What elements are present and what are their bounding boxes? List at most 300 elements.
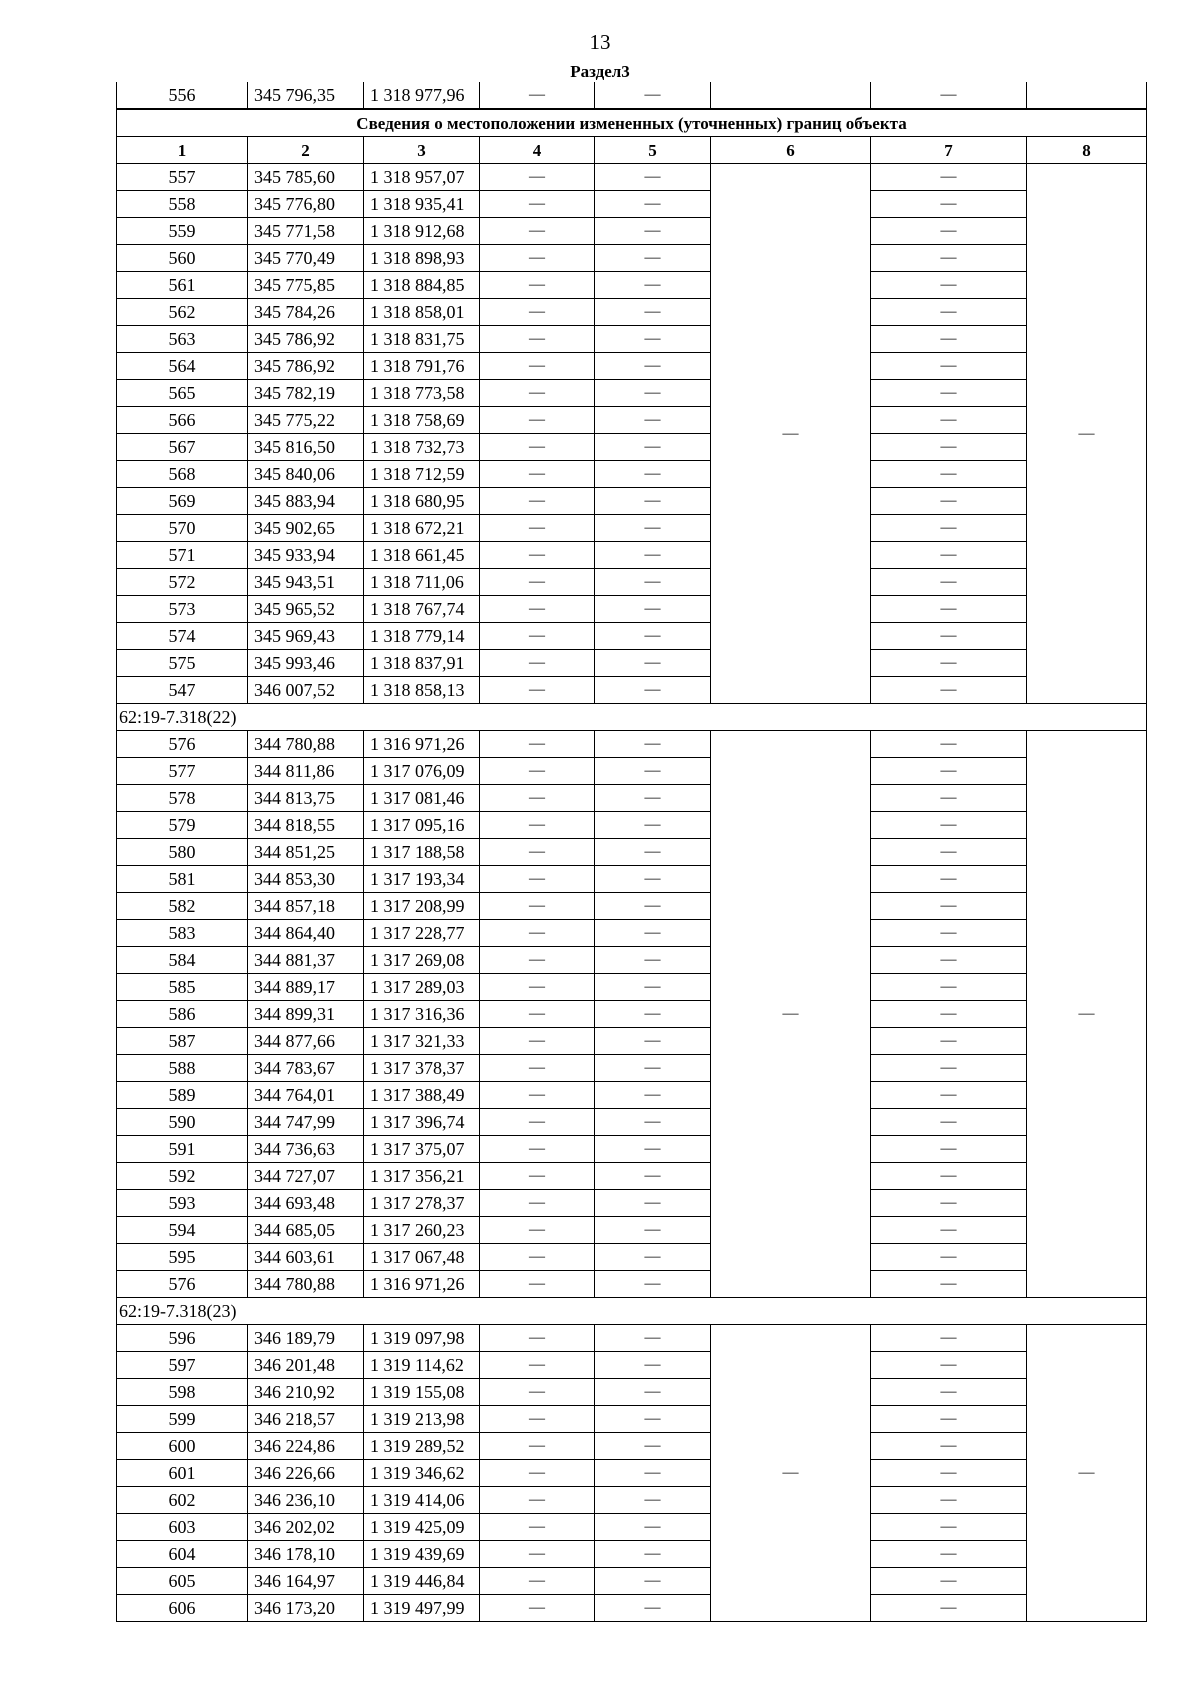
point-number-cell: 576 — [117, 731, 248, 758]
x-coordinate-cell: 346 226,66 — [248, 1460, 364, 1487]
point-number-cell: 600 — [117, 1433, 248, 1460]
column-number: 1 — [117, 137, 248, 164]
column-number: 7 — [871, 137, 1027, 164]
col7-dash-cell: — — [871, 1433, 1027, 1460]
coordinate-row — [117, 1352, 1147, 1379]
y-coordinate-cell: 1 317 316,36 — [364, 1001, 480, 1028]
x-coordinate-cell: 346 236,10 — [248, 1487, 364, 1514]
col5-dash-cell: — — [595, 1082, 711, 1109]
coordinate-row — [117, 974, 1147, 1001]
col4-dash-cell: — — [480, 515, 595, 542]
x-coordinate-cell: 344 685,05 — [248, 1217, 364, 1244]
col4-dash-cell: — — [480, 164, 595, 191]
coordinate-row — [117, 164, 1147, 191]
coordinate-row — [117, 272, 1147, 299]
coordinate-row — [117, 1433, 1147, 1460]
point-number-cell: 587 — [117, 1028, 248, 1055]
col7-dash-cell: — — [871, 299, 1027, 326]
point-number-cell: 603 — [117, 1514, 248, 1541]
col5-dash-cell: — — [595, 1244, 711, 1271]
x-coordinate-cell: 344 877,66 — [248, 1028, 364, 1055]
x-coordinate-cell: 346 224,86 — [248, 1433, 364, 1460]
x-coordinate-cell: 346 173,20 — [248, 1595, 364, 1622]
coordinate-row — [117, 1325, 1147, 1352]
coordinate-row — [117, 866, 1147, 893]
x-coordinate-cell: 346 210,92 — [248, 1379, 364, 1406]
col4-dash-cell: — — [480, 1163, 595, 1190]
y-coordinate-cell: 1 317 260,23 — [364, 1217, 480, 1244]
col8-merged-dash-cell: — — [1027, 731, 1147, 1298]
col7-dash-cell: — — [871, 326, 1027, 353]
col4-dash-cell: — — [480, 1028, 595, 1055]
col4-dash-cell: — — [480, 866, 595, 893]
coordinate-row — [117, 623, 1147, 650]
col7-dash-cell: — — [871, 893, 1027, 920]
y-coordinate-cell: 1 318 898,93 — [364, 245, 480, 272]
object-group-label: 62:19-7.318(23) — [117, 1298, 1147, 1325]
point-number-cell: 574 — [117, 623, 248, 650]
point-number-cell: 591 — [117, 1136, 248, 1163]
coordinate-row — [117, 1487, 1147, 1514]
col7-dash-cell: — — [871, 1001, 1027, 1028]
col7-dash-cell: — — [871, 1163, 1027, 1190]
col4-dash-cell: — — [480, 947, 595, 974]
point-number-cell: 559 — [117, 218, 248, 245]
col4-dash-cell: — — [480, 1271, 595, 1298]
y-coordinate-cell: 1 319 497,99 — [364, 1595, 480, 1622]
point-number-cell: 589 — [117, 1082, 248, 1109]
col7-dash-cell: — — [871, 1271, 1027, 1298]
y-coordinate-cell: 1 317 388,49 — [364, 1082, 480, 1109]
col4-dash-cell: — — [480, 407, 595, 434]
y-coordinate-cell: 1 318 767,74 — [364, 596, 480, 623]
point-number-cell: 558 — [117, 191, 248, 218]
y-coordinate-cell: 1 318 672,21 — [364, 515, 480, 542]
col5-dash-cell: — — [595, 893, 711, 920]
col5-dash-cell: — — [595, 1325, 711, 1352]
x-coordinate-cell: 344 813,75 — [248, 785, 364, 812]
col7-dash-cell: — — [871, 380, 1027, 407]
col7-dash-cell: — — [871, 1406, 1027, 1433]
y-coordinate-cell: 1 318 935,41 — [364, 191, 480, 218]
x-coordinate-cell: 344 693,48 — [248, 1190, 364, 1217]
col7-dash-cell: — — [871, 1055, 1027, 1082]
column-number: 6 — [711, 137, 871, 164]
x-coordinate-cell: 344 864,40 — [248, 920, 364, 947]
coordinate-row — [117, 569, 1147, 596]
col4-dash-cell: — — [480, 218, 595, 245]
col5-dash-cell: — — [595, 1190, 711, 1217]
x-coordinate-cell: 344 811,86 — [248, 758, 364, 785]
y-coordinate-cell: 1 318 858,01 — [364, 299, 480, 326]
col5-dash-cell: — — [595, 1028, 711, 1055]
point-number-cell: 604 — [117, 1541, 248, 1568]
x-coordinate-cell: 345 816,50 — [248, 434, 364, 461]
x-coordinate-cell: 346 218,57 — [248, 1406, 364, 1433]
x-coordinate-cell: 345 796,35 — [248, 82, 364, 109]
point-number-cell: 572 — [117, 569, 248, 596]
col4-dash-cell: — — [480, 1406, 595, 1433]
col7-dash-cell: — — [871, 947, 1027, 974]
coordinate-row — [117, 947, 1147, 974]
column-number: 2 — [248, 137, 364, 164]
col8-merged-dash-cell: — — [1027, 1325, 1147, 1622]
col5-dash-cell: — — [595, 380, 711, 407]
point-number-cell: 606 — [117, 1595, 248, 1622]
col7-dash-cell: — — [871, 1352, 1027, 1379]
y-coordinate-cell: 1 318 884,85 — [364, 272, 480, 299]
col5-dash-cell: — — [595, 1109, 711, 1136]
col7-dash-cell: — — [871, 1190, 1027, 1217]
y-coordinate-cell: 1 318 791,76 — [364, 353, 480, 380]
point-number-cell: 570 — [117, 515, 248, 542]
x-coordinate-cell: 344 889,17 — [248, 974, 364, 1001]
col5-dash-cell: — — [595, 947, 711, 974]
col7-dash-cell: — — [871, 1028, 1027, 1055]
col5-dash-cell: — — [595, 1055, 711, 1082]
col7-dash-cell: — — [871, 731, 1027, 758]
col4-dash-cell: — — [480, 1136, 595, 1163]
coordinate-row — [117, 650, 1147, 677]
col4-dash-cell: — — [480, 812, 595, 839]
point-number-cell: 601 — [117, 1460, 248, 1487]
col4-dash-cell: — — [480, 1055, 595, 1082]
col4-dash-cell: — — [480, 839, 595, 866]
coordinate-row — [117, 299, 1147, 326]
col7-dash-cell: — — [871, 407, 1027, 434]
col5-dash-cell: — — [595, 623, 711, 650]
y-coordinate-cell: 1 317 193,34 — [364, 866, 480, 893]
coordinate-row — [117, 1082, 1147, 1109]
column-number: 8 — [1027, 137, 1147, 164]
col4-dash-cell: — — [480, 920, 595, 947]
coordinate-row — [117, 1514, 1147, 1541]
col4-dash-cell: — — [480, 542, 595, 569]
y-coordinate-cell: 1 319 289,52 — [364, 1433, 480, 1460]
col4-dash-cell: — — [480, 1460, 595, 1487]
x-coordinate-cell: 344 780,88 — [248, 731, 364, 758]
point-number-cell: 565 — [117, 380, 248, 407]
col4-dash-cell: — — [480, 1487, 595, 1514]
y-coordinate-cell: 1 317 289,03 — [364, 974, 480, 1001]
coordinate-row — [117, 218, 1147, 245]
coordinates-table — [116, 82, 1147, 1622]
y-coordinate-cell: 1 317 375,07 — [364, 1136, 480, 1163]
point-number-cell: 602 — [117, 1487, 248, 1514]
col5-dash-cell: — — [595, 812, 711, 839]
point-number-cell: 586 — [117, 1001, 248, 1028]
col5-dash-cell: — — [595, 1352, 711, 1379]
y-coordinate-cell: 1 318 773,58 — [364, 380, 480, 407]
col5-dash-cell: — — [595, 461, 711, 488]
col4-dash-cell: — — [480, 974, 595, 1001]
col4-dash-cell: — — [480, 461, 595, 488]
col4-dash-cell: — — [480, 1325, 595, 1352]
x-coordinate-cell: 345 770,49 — [248, 245, 364, 272]
point-number-cell: 579 — [117, 812, 248, 839]
x-coordinate-cell: 344 764,01 — [248, 1082, 364, 1109]
coordinate-row — [117, 1271, 1147, 1298]
col4-dash-cell: — — [480, 1109, 595, 1136]
x-coordinate-cell: 344 899,31 — [248, 1001, 364, 1028]
point-number-cell: 584 — [117, 947, 248, 974]
x-coordinate-cell: 344 780,88 — [248, 1271, 364, 1298]
x-coordinate-cell: 344 727,07 — [248, 1163, 364, 1190]
x-coordinate-cell: 345 840,06 — [248, 461, 364, 488]
x-coordinate-cell: 345 771,58 — [248, 218, 364, 245]
y-coordinate-cell: 1 317 378,37 — [364, 1055, 480, 1082]
col4-dash-cell: — — [480, 596, 595, 623]
y-coordinate-cell: 1 317 356,21 — [364, 1163, 480, 1190]
coordinate-row — [117, 893, 1147, 920]
col5-dash-cell: — — [595, 1433, 711, 1460]
coordinate-row — [117, 1109, 1147, 1136]
col5-dash-cell: — — [595, 1514, 711, 1541]
col4-dash-cell: — — [480, 272, 595, 299]
x-coordinate-cell: 345 993,46 — [248, 650, 364, 677]
col7-dash-cell: — — [871, 191, 1027, 218]
col7-dash-cell: — — [871, 758, 1027, 785]
col4-dash-cell: — — [480, 1217, 595, 1244]
column-numbers-row — [117, 137, 1147, 164]
x-coordinate-cell: 345 782,19 — [248, 380, 364, 407]
point-number-cell: 590 — [117, 1109, 248, 1136]
coordinate-row — [117, 434, 1147, 461]
y-coordinate-cell: 1 318 711,06 — [364, 569, 480, 596]
point-number-cell: 566 — [117, 407, 248, 434]
col5-dash-cell: — — [595, 542, 711, 569]
y-coordinate-cell: 1 318 977,96 — [364, 82, 480, 109]
coordinate-row — [117, 326, 1147, 353]
coordinate-row — [117, 1163, 1147, 1190]
col4-dash-cell: — — [480, 191, 595, 218]
y-coordinate-cell: 1 316 971,26 — [364, 1271, 480, 1298]
col5-dash-cell: — — [595, 920, 711, 947]
col5-dash-cell: — — [595, 353, 711, 380]
y-coordinate-cell: 1 318 732,73 — [364, 434, 480, 461]
col5-dash-cell: — — [595, 326, 711, 353]
col4-dash-cell: — — [480, 1541, 595, 1568]
col5-dash-cell: — — [595, 1568, 711, 1595]
col4-dash-cell: — — [480, 1514, 595, 1541]
col4-dash-cell: — — [480, 488, 595, 515]
y-coordinate-cell: 1 318 912,68 — [364, 218, 480, 245]
col5-dash-cell: — — [595, 758, 711, 785]
col5-dash-cell: — — [595, 218, 711, 245]
col5-dash-cell: — — [595, 1163, 711, 1190]
y-coordinate-cell: 1 317 095,16 — [364, 812, 480, 839]
point-number-cell: 573 — [117, 596, 248, 623]
coordinate-row — [117, 1541, 1147, 1568]
col8-merged-dash-cell: — — [1027, 164, 1147, 704]
col7-dash-cell: — — [871, 866, 1027, 893]
point-number-cell: 578 — [117, 785, 248, 812]
y-coordinate-cell: 1 317 269,08 — [364, 947, 480, 974]
point-number-cell: 577 — [117, 758, 248, 785]
coordinate-row — [117, 191, 1147, 218]
y-coordinate-cell: 1 317 321,33 — [364, 1028, 480, 1055]
y-coordinate-cell: 1 319 213,98 — [364, 1406, 480, 1433]
col4-dash-cell: — — [480, 380, 595, 407]
col7-dash-cell: — — [871, 1568, 1027, 1595]
coordinate-row — [117, 1244, 1147, 1271]
col5-dash-cell: — — [595, 407, 711, 434]
x-coordinate-cell: 344 783,67 — [248, 1055, 364, 1082]
coordinate-row — [117, 1001, 1147, 1028]
col6-blank-cell — [711, 82, 871, 109]
point-number-cell: 597 — [117, 1352, 248, 1379]
col7-dash-cell: — — [871, 1082, 1027, 1109]
coordinate-row — [117, 812, 1147, 839]
coordinate-row — [117, 1028, 1147, 1055]
x-coordinate-cell: 345 969,43 — [248, 623, 364, 650]
col7-dash-cell: — — [871, 82, 1027, 109]
col7-dash-cell: — — [871, 434, 1027, 461]
col7-dash-cell: — — [871, 839, 1027, 866]
col5-dash-cell: — — [595, 866, 711, 893]
x-coordinate-cell: 344 881,37 — [248, 947, 364, 974]
coordinate-row — [117, 1136, 1147, 1163]
col7-dash-cell: — — [871, 515, 1027, 542]
col5-dash-cell: — — [595, 191, 711, 218]
y-coordinate-cell: 1 319 414,06 — [364, 1487, 480, 1514]
x-coordinate-cell: 345 785,60 — [248, 164, 364, 191]
object-group-row — [117, 1298, 1147, 1325]
section-heading: Сведения о местоположении измененных (уточненных) границ объекта — [117, 109, 1147, 137]
col7-dash-cell: — — [871, 812, 1027, 839]
col7-dash-cell: — — [871, 569, 1027, 596]
coordinate-row — [117, 1055, 1147, 1082]
y-coordinate-cell: 1 319 346,62 — [364, 1460, 480, 1487]
col7-dash-cell: — — [871, 623, 1027, 650]
col5-dash-cell: — — [595, 1460, 711, 1487]
object-group-row — [117, 704, 1147, 731]
point-number-cell: 547 — [117, 677, 248, 704]
column-number: 5 — [595, 137, 711, 164]
coordinate-row — [117, 1568, 1147, 1595]
point-number-cell: 583 — [117, 920, 248, 947]
col7-dash-cell: — — [871, 353, 1027, 380]
point-number-cell: 585 — [117, 974, 248, 1001]
point-number-cell: 564 — [117, 353, 248, 380]
col4-dash-cell: — — [480, 82, 595, 109]
y-coordinate-cell: 1 318 758,69 — [364, 407, 480, 434]
col5-dash-cell: — — [595, 569, 711, 596]
column-number: 3 — [364, 137, 480, 164]
col4-dash-cell: — — [480, 326, 595, 353]
coordinate-row — [117, 515, 1147, 542]
coordinate-row — [117, 596, 1147, 623]
object-group-label: 62:19-7.318(22) — [117, 704, 1147, 731]
y-coordinate-cell: 1 318 680,95 — [364, 488, 480, 515]
y-coordinate-cell: 1 317 076,09 — [364, 758, 480, 785]
y-coordinate-cell: 1 317 396,74 — [364, 1109, 480, 1136]
coordinate-row — [117, 758, 1147, 785]
coordinate-row — [117, 920, 1147, 947]
coordinate-row — [117, 461, 1147, 488]
col5-dash-cell: — — [595, 488, 711, 515]
col5-dash-cell: — — [595, 974, 711, 1001]
x-coordinate-cell: 345 933,94 — [248, 542, 364, 569]
col4-dash-cell: — — [480, 1244, 595, 1271]
col5-dash-cell: — — [595, 272, 711, 299]
col7-dash-cell: — — [871, 650, 1027, 677]
y-coordinate-cell: 1 319 155,08 — [364, 1379, 480, 1406]
col5-dash-cell: — — [595, 1487, 711, 1514]
col4-dash-cell: — — [480, 569, 595, 596]
coordinate-row — [117, 1379, 1147, 1406]
col7-dash-cell: — — [871, 920, 1027, 947]
point-number-cell: 599 — [117, 1406, 248, 1433]
col4-dash-cell: — — [480, 1595, 595, 1622]
x-coordinate-cell: 344 857,18 — [248, 893, 364, 920]
x-coordinate-cell: 345 786,92 — [248, 353, 364, 380]
coordinate-row — [117, 380, 1147, 407]
point-number-cell: 605 — [117, 1568, 248, 1595]
col5-dash-cell: — — [595, 1136, 711, 1163]
x-coordinate-cell: 344 736,63 — [248, 1136, 364, 1163]
col4-dash-cell: — — [480, 1379, 595, 1406]
point-number-cell: 569 — [117, 488, 248, 515]
col5-dash-cell: — — [595, 596, 711, 623]
y-coordinate-cell: 1 316 971,26 — [364, 731, 480, 758]
col7-dash-cell: — — [871, 245, 1027, 272]
point-number-cell: 567 — [117, 434, 248, 461]
col7-dash-cell: — — [871, 677, 1027, 704]
point-number-cell: 563 — [117, 326, 248, 353]
col4-dash-cell: — — [480, 434, 595, 461]
col5-dash-cell: — — [595, 245, 711, 272]
y-coordinate-cell: 1 319 114,62 — [364, 1352, 480, 1379]
point-number-cell: 580 — [117, 839, 248, 866]
col5-dash-cell: — — [595, 1595, 711, 1622]
col5-dash-cell: — — [595, 1379, 711, 1406]
x-coordinate-cell: 344 851,25 — [248, 839, 364, 866]
x-coordinate-cell: 345 883,94 — [248, 488, 364, 515]
point-number-cell: 562 — [117, 299, 248, 326]
y-coordinate-cell: 1 318 837,91 — [364, 650, 480, 677]
col7-dash-cell: — — [871, 272, 1027, 299]
point-number-cell: 595 — [117, 1244, 248, 1271]
point-number-cell: 598 — [117, 1379, 248, 1406]
col5-dash-cell: — — [595, 677, 711, 704]
point-number-cell: 581 — [117, 866, 248, 893]
col4-dash-cell: — — [480, 785, 595, 812]
col5-dash-cell: — — [595, 839, 711, 866]
y-coordinate-cell: 1 319 439,69 — [364, 1541, 480, 1568]
col4-dash-cell: — — [480, 353, 595, 380]
point-number-cell: 571 — [117, 542, 248, 569]
col4-dash-cell: — — [480, 758, 595, 785]
y-coordinate-cell: 1 317 067,48 — [364, 1244, 480, 1271]
y-coordinate-cell: 1 318 957,07 — [364, 164, 480, 191]
y-coordinate-cell: 1 318 831,75 — [364, 326, 480, 353]
y-coordinate-cell: 1 317 278,37 — [364, 1190, 480, 1217]
col4-dash-cell: — — [480, 623, 595, 650]
x-coordinate-cell: 346 178,10 — [248, 1541, 364, 1568]
col6-merged-dash-cell: — — [711, 1325, 871, 1622]
x-coordinate-cell: 345 784,26 — [248, 299, 364, 326]
coordinate-row — [117, 1406, 1147, 1433]
y-coordinate-cell: 1 319 097,98 — [364, 1325, 480, 1352]
point-number-cell: 588 — [117, 1055, 248, 1082]
col5-dash-cell: — — [595, 1406, 711, 1433]
col7-dash-cell: — — [871, 1487, 1027, 1514]
point-number-cell: 556 — [117, 82, 248, 109]
col4-dash-cell: — — [480, 1082, 595, 1109]
page-number: 13 — [589, 30, 611, 54]
col5-dash-cell: — — [595, 1001, 711, 1028]
